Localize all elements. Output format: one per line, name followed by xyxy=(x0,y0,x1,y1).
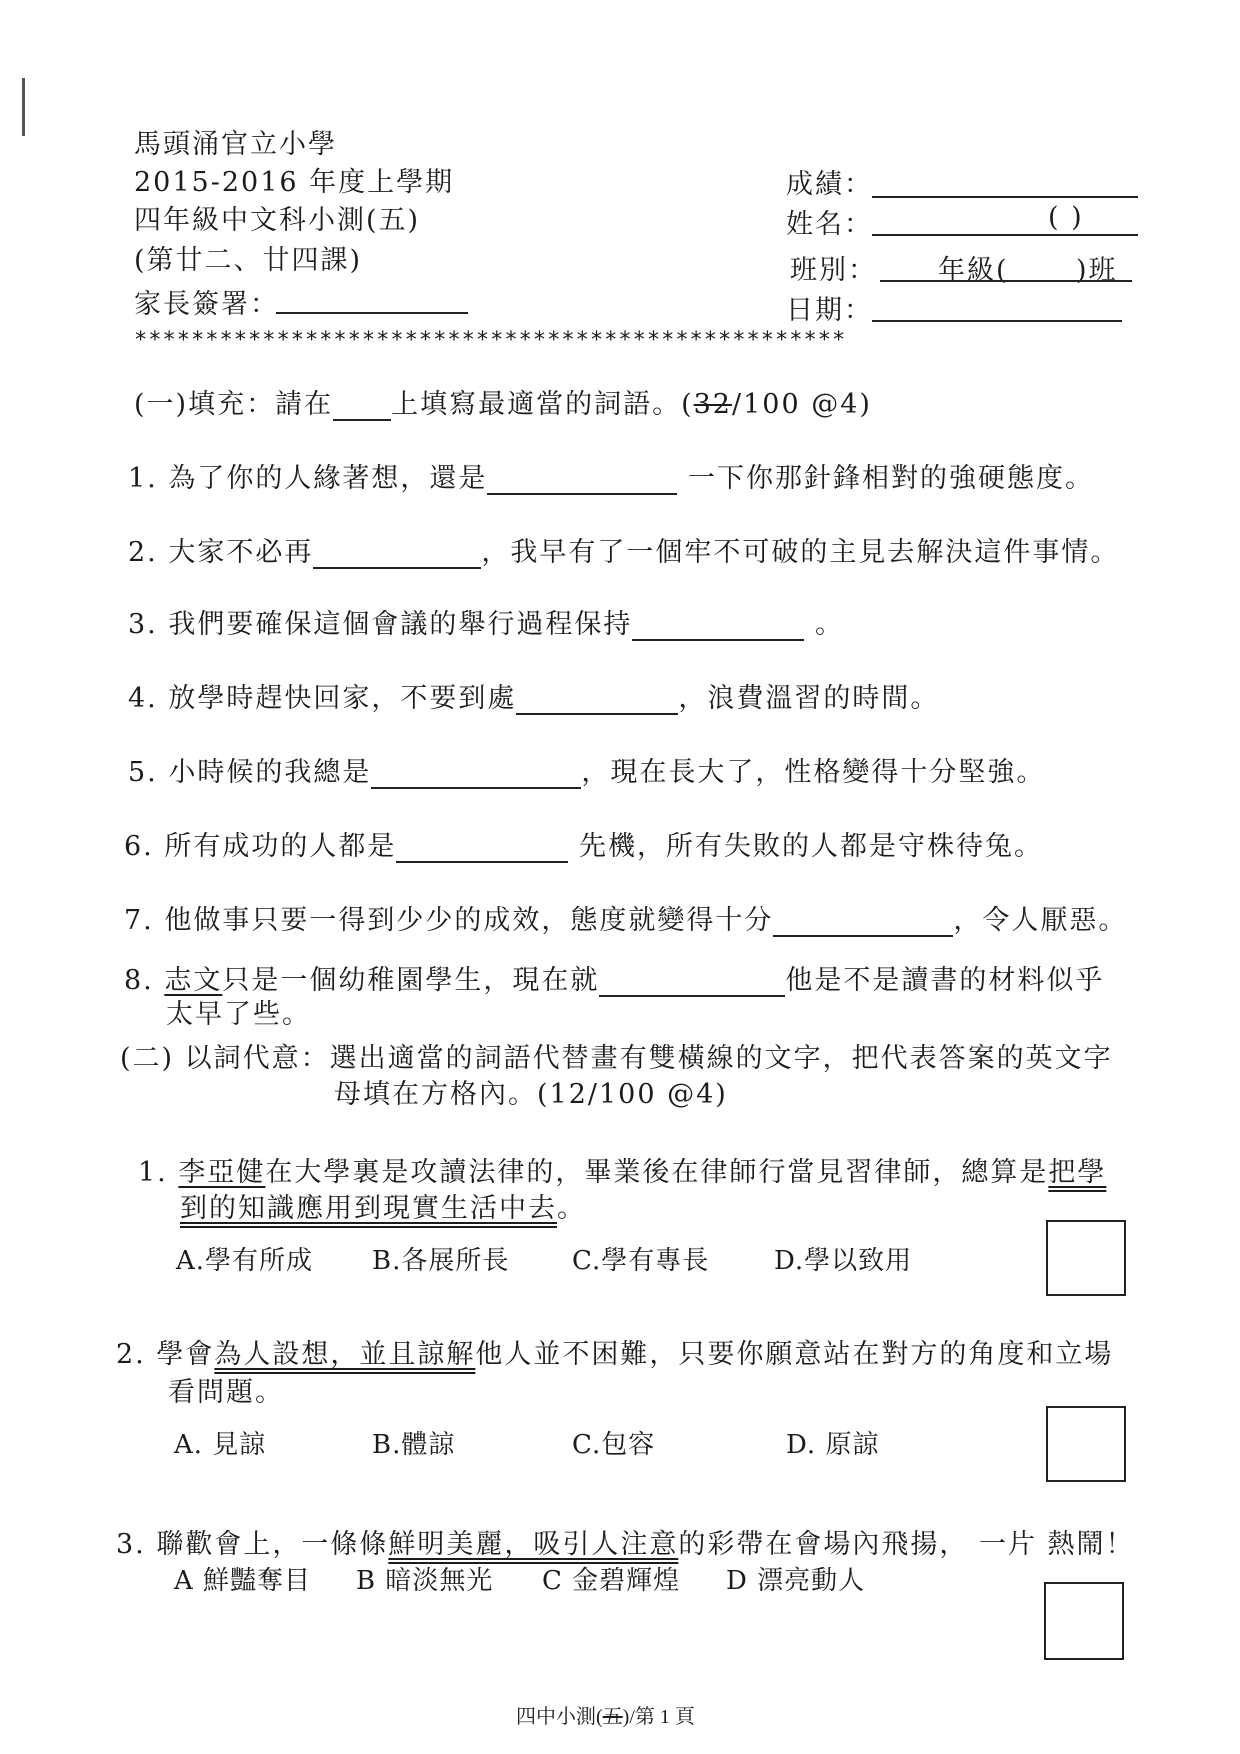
question-text: 在大學裏是攻讀法律的，畢業後在律師行當見習律師，總算是 xyxy=(265,1157,1049,1188)
section1-title xyxy=(134,382,872,421)
answer-blank[interactable] xyxy=(371,757,581,789)
question-number: 3. xyxy=(116,1529,146,1560)
proper-name-underlined: 志文 xyxy=(164,965,223,996)
section2-title: (二) 以詞代意：選出適當的詞語代替畫有雙橫線的文字，把代表答案的英文字 xyxy=(120,1043,1113,1074)
question-number: 4. xyxy=(128,683,158,714)
fill-question-4 xyxy=(128,676,939,715)
choice-question-3 xyxy=(116,1522,1135,1561)
star-divider: ************************************************** xyxy=(134,328,847,353)
answer-blank[interactable] xyxy=(599,965,785,997)
question-text: 學會 xyxy=(156,1339,215,1370)
choice-q3-option-a: A 鮮豔奪目 xyxy=(174,1566,312,1596)
choice-question-2 xyxy=(116,1332,1113,1371)
section2-title-line2: 母填在方格內。(12/100 @4) xyxy=(334,1079,728,1110)
choice-q3-option-d: D 漂亮動人 xyxy=(726,1566,866,1596)
choice-q2-option-d: D. 原諒 xyxy=(786,1430,880,1460)
question-text: 一下你那針鋒相對的強硬態度。 xyxy=(687,463,1094,494)
proper-name-underlined: 李亞健 xyxy=(178,1157,266,1188)
fill-question-2 xyxy=(128,530,1119,569)
section1-title-struck: 32 xyxy=(693,389,732,420)
choice-q2-option-b: B.體諒 xyxy=(372,1430,456,1460)
question-text: 他做事只要一得到少少的成效，態度就變得十分 xyxy=(164,905,774,936)
fill-question-8-line2: 太早了些。 xyxy=(166,999,311,1030)
choice-q3-option-c: C 金碧輝煌 xyxy=(542,1566,681,1596)
question-text: 的彩帶在會場內飛揚， 一片 熱鬧！ xyxy=(678,1529,1135,1560)
section1-title-blank xyxy=(333,389,391,421)
question-number: 1. xyxy=(128,463,158,494)
name-label: 姓名： xyxy=(786,209,873,240)
double-underlined-text: 鮮明美麗，吸引人注意 xyxy=(388,1529,679,1560)
class-grade-text: 年級( xyxy=(938,255,1009,286)
answer-blank[interactable] xyxy=(487,463,677,495)
question-text: 所有成功的人都是 xyxy=(164,831,397,862)
question-text: 只是一個幼稚園學生，現在就 xyxy=(222,965,600,996)
answer-blank[interactable] xyxy=(516,683,678,715)
question-text: 。 xyxy=(814,609,844,640)
question-number: 2. xyxy=(128,537,158,568)
question-text: 為了你的人緣著想，還是 xyxy=(168,463,488,494)
answer-box-q3[interactable] xyxy=(1044,1582,1124,1660)
fill-question-6 xyxy=(124,824,1043,863)
scan-margin-mark xyxy=(22,78,25,136)
question-text: ，浪費溫習的時間。 xyxy=(678,683,940,714)
double-underlined-text: 到的知識應用到現實生活中去 xyxy=(180,1193,557,1224)
question-text: ，我早有了一個牢不可破的主見去解決這件事情。 xyxy=(481,537,1120,568)
choice-question-2-line2: 看問題。 xyxy=(168,1377,284,1408)
answer-box-q1[interactable] xyxy=(1046,1220,1126,1296)
test-title: 四年級中文科小測(五) xyxy=(134,205,421,236)
question-number: 2. xyxy=(116,1339,146,1370)
school-name: 馬頭涌官立小學 xyxy=(134,129,337,160)
question-text: ，令人厭惡。 xyxy=(953,905,1128,936)
fill-question-1 xyxy=(128,456,1094,495)
date-field[interactable] xyxy=(872,320,1122,322)
footer-struck: 五 xyxy=(602,1706,623,1728)
choice-question-1-line2 xyxy=(180,1186,586,1225)
question-text: 他是不是讀書的材料似乎 xyxy=(785,965,1105,996)
question-number: 6. xyxy=(124,831,154,862)
section1-title-part-a: (一)填充：請在 xyxy=(134,389,334,420)
choice-q1-option-a: A.學有所成 xyxy=(176,1246,314,1276)
question-text: 他人並不困難，只要你願意站在對方的角度和立場 xyxy=(475,1339,1114,1370)
parent-sign-field[interactable] xyxy=(276,312,468,314)
school-year: 2015-2016 年度上學期 xyxy=(134,167,455,198)
fill-question-3 xyxy=(128,602,844,641)
footer-text: 四中小測( xyxy=(516,1706,603,1728)
date-label: 日期： xyxy=(786,295,873,326)
name-field[interactable] xyxy=(872,234,1138,236)
question-text: 小時候的我總是 xyxy=(168,757,372,788)
question-text: ，現在長大了，性格變得十分堅強。 xyxy=(581,757,1046,788)
choice-q1-option-b: B.各展所長 xyxy=(372,1246,510,1276)
question-number: 8. xyxy=(124,965,154,996)
page-footer xyxy=(516,1700,695,1729)
class-field[interactable] xyxy=(880,280,1132,282)
answer-blank[interactable] xyxy=(313,537,481,569)
footer-text: )/第 1 頁 xyxy=(622,1706,695,1728)
class-end-text: )班 xyxy=(1076,255,1118,286)
answer-blank[interactable] xyxy=(773,905,953,937)
choice-q1-option-d: D.學以致用 xyxy=(774,1246,913,1276)
section1-title-part-b: 上填寫最適當的詞語。( xyxy=(391,389,694,420)
question-number: 3. xyxy=(128,609,158,640)
section1-title-part-c: /100 @4) xyxy=(731,389,872,420)
class-label: 班別： xyxy=(790,255,877,286)
score-label: 成績： xyxy=(786,169,873,200)
lesson-range: (第廿二、廿四課) xyxy=(134,245,363,276)
choice-q3-option-b: B 暗淡無光 xyxy=(356,1566,494,1596)
question-text: 大家不必再 xyxy=(168,537,314,568)
question-number: 7. xyxy=(124,905,154,936)
choice-q1-option-c: C.學有專長 xyxy=(572,1246,710,1276)
parent-sign-label: 家長簽署： xyxy=(134,289,279,320)
question-number: 5. xyxy=(128,757,158,788)
answer-blank[interactable] xyxy=(632,609,804,641)
question-text: 先機，所有失敗的人都是守株待兔。 xyxy=(578,831,1043,862)
class-number-paren: ( ) xyxy=(1048,202,1084,233)
choice-question-1 xyxy=(138,1150,1106,1189)
question-text: 我們要確保這個會議的舉行過程保持 xyxy=(168,609,633,640)
double-underlined-text: 把學 xyxy=(1048,1157,1107,1188)
fill-question-7 xyxy=(124,898,1127,937)
question-text: 聯歡會上，一條條 xyxy=(156,1529,389,1560)
question-number: 1. xyxy=(138,1157,168,1188)
answer-blank[interactable] xyxy=(396,831,568,863)
fill-question-5 xyxy=(128,750,1045,789)
double-underlined-text: 為人設想，並且諒解 xyxy=(214,1339,476,1370)
score-field[interactable] xyxy=(872,196,1138,198)
choice-q2-option-c: C.包容 xyxy=(572,1430,656,1460)
question-text: 。 xyxy=(557,1193,586,1224)
question-text: 放學時趕快回家，不要到處 xyxy=(168,683,517,714)
choice-q2-option-a: A. 見諒 xyxy=(174,1430,267,1460)
answer-box-q2[interactable] xyxy=(1046,1406,1126,1482)
